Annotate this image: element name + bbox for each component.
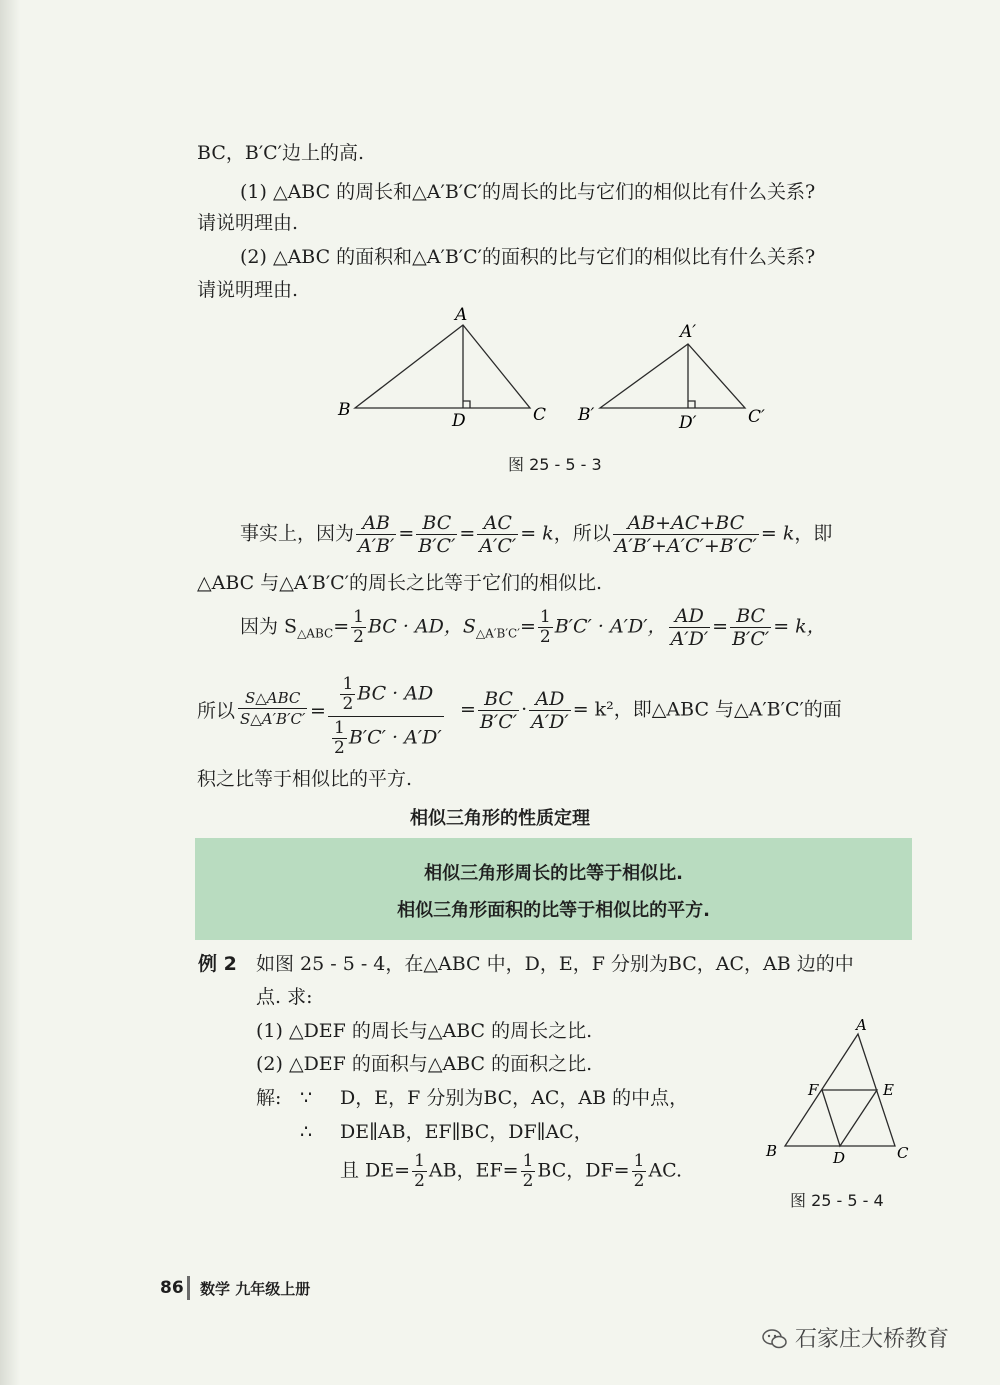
fraction-half	[351, 608, 366, 647]
question-2-line-1: (2) △ABC 的面积和△A′B′C′的面积的比与它们的相似比有什么关系?	[240, 246, 816, 268]
proof-line-1: 事实上，因为 $\frac{AB}{A'B'}$ = $\frac{BC}{B'C'}$ = $\frac{AC}{A'C'}$ = k，所以 $\frac{AB+AC+BC}{A'B'+A'C'+B'C'}$ = k，即	[240, 512, 833, 557]
label-c-prime: C′	[748, 407, 765, 427]
because-symbol: ∵	[300, 1087, 313, 1109]
proof-line-4-rest: = $\frac{BC}{B'C'}$ · $\frac{AD}{A'D'}$ = k²，即△ABC 与△A′B′C′的面	[460, 688, 842, 733]
label-d: D	[833, 1149, 846, 1167]
example-question-2: (2) △DEF 的面积与△ABC 的面积之比.	[256, 1053, 593, 1075]
figure-caption-25-5-3: 图 25 - 5 - 3	[508, 455, 602, 474]
equals: =	[333, 615, 350, 638]
subscript-a2b2c2: △A′B′C′	[475, 626, 520, 641]
denominator-expression: B′C′ · A′D′	[348, 726, 442, 749]
denominator: 2	[342, 694, 354, 714]
ac-end: AC.	[648, 1159, 683, 1182]
footer-book-title: 数学 九年级上册	[200, 1280, 311, 1298]
fraction-compound	[328, 675, 444, 758]
denominator: B′C′	[418, 535, 456, 557]
fraction-ad	[669, 605, 711, 650]
fraction-half	[332, 719, 347, 758]
label-a-prime: A′	[680, 322, 697, 342]
numerator: BC	[730, 605, 771, 628]
example-label: 例 2	[198, 953, 237, 975]
question-1-line-1: (1) △ABC 的周长和△A′B′C′的周长的比与它们的相似比有什么关系?	[240, 181, 816, 203]
solution-line-2: DE∥AB，EF∥BC，DF∥AC，	[340, 1121, 593, 1143]
equals-k: = k，	[773, 615, 826, 638]
text-line-heights: BC，B′C′边上的高.	[197, 142, 365, 164]
proof-conclusion: = k²，即△ABC 与△A′B′C′的面	[572, 698, 842, 721]
area-expression-2: B′C′ · A′D′，	[554, 615, 667, 638]
footer-divider	[187, 1276, 190, 1300]
page-edge-shadow	[0, 0, 20, 1385]
numerator: 1	[539, 607, 551, 627]
compound-denominator	[328, 717, 444, 758]
figure-caption-25-5-4: 图 25 - 5 - 4	[790, 1191, 884, 1210]
label-b: B	[338, 400, 351, 420]
therefore-symbol: ∴	[300, 1121, 313, 1143]
df-equals: BC，DF=	[537, 1159, 630, 1182]
numerator: S△ABC	[238, 688, 307, 709]
denominator: A′B′	[358, 535, 395, 557]
question-1-line-2: 请说明理由.	[197, 212, 299, 234]
de-equals: 且 DE=	[340, 1159, 411, 1182]
numerator: BC	[478, 688, 519, 711]
solution-line-3	[340, 1152, 682, 1191]
area-s: 因为 S	[240, 615, 298, 638]
label-a: A	[455, 305, 468, 325]
numerator-expression: BC · AD	[357, 682, 434, 705]
example-text-2: 点. 求:	[256, 986, 313, 1008]
fraction-half	[538, 608, 553, 647]
proof-line-3: 因为 $S_{\triangle ABC}=$ $\frac{1}{2}$ BC · AD，$S_{\triangle A'B'C'}=$ $\frac{1}{2}$ B′C′ · A′D′， $\frac{AD}{A'D'}$ = $\frac{BC}{B'C'}$ = k，	[240, 605, 826, 650]
triangle-abc	[355, 325, 530, 408]
fraction-bc	[416, 512, 457, 557]
equals-k: = k	[520, 522, 554, 545]
label-c: C	[533, 405, 547, 425]
theorem-line-2: 相似三角形面积的比等于相似比的平方.	[397, 900, 710, 921]
denominator: 2	[334, 738, 345, 758]
denominator: B′C′	[732, 628, 770, 650]
numerator: 1	[353, 607, 364, 627]
solution-line-1: D，E，F 分别为BC，AC，AB 的中点，	[340, 1087, 689, 1109]
denominator: A′D′	[670, 628, 709, 650]
denominator: S△A′B′C′	[240, 710, 306, 728]
numerator: AD	[529, 688, 571, 711]
numerator: 1	[522, 1151, 534, 1171]
page-number: 86	[160, 1278, 184, 1298]
example-text-1: 如图 25 - 5 - 4，在△ABC 中，D，E，F 分别为BC，AC，AB 边的中	[256, 953, 854, 975]
label-c: C	[897, 1144, 909, 1162]
triangle-abc-midpoints	[785, 1034, 895, 1146]
fraction-ac	[477, 512, 518, 557]
denominator: A′B′+A′C′+B′C′	[614, 535, 757, 557]
proof-line-5: 积之比等于相似比的平方.	[197, 768, 413, 790]
theorem-line-1: 相似三角形周长的比等于相似比.	[424, 863, 683, 884]
fraction-bc-2	[730, 605, 771, 650]
fraction-ab	[356, 512, 396, 557]
equals: =	[519, 615, 536, 638]
area-expression-1: BC · AD，S	[367, 615, 476, 638]
numerator: BC	[416, 512, 457, 535]
label-a: A	[856, 1016, 867, 1034]
fraction-ad-2	[529, 688, 571, 733]
denominator: 2	[353, 627, 364, 647]
subscript-abc: △ABC	[297, 626, 334, 641]
label-f: F	[808, 1081, 819, 1099]
proof-line-2: △ABC 与△A′B′C′的周长之比等于它们的相似比.	[197, 572, 603, 594]
fraction-perimeter	[613, 512, 759, 557]
numerator: 1	[334, 718, 345, 738]
numerator: 1	[633, 1151, 645, 1171]
equals-sign: =	[310, 700, 326, 722]
numerator: AC	[477, 512, 518, 535]
equals-k: = k	[760, 522, 795, 545]
denominator: B′C′	[479, 711, 518, 733]
example-question-1: (1) △DEF 的周长与△ABC 的周长之比.	[256, 1020, 593, 1042]
triangle-a2b2c2	[600, 344, 745, 408]
watermark-text: 石家庄大桥教育	[795, 1327, 950, 1352]
label-d: D	[452, 411, 466, 431]
fraction-half	[340, 675, 355, 714]
figure-midpoint-triangle	[760, 1010, 920, 1170]
fraction-bc-3	[478, 688, 519, 733]
proof-so-label: 所以	[197, 700, 236, 722]
fraction-half	[521, 1152, 536, 1191]
denominator: 2	[539, 627, 551, 647]
label-e: E	[883, 1081, 894, 1099]
label-b-prime: B′	[578, 405, 595, 425]
proof-prefix: 事实上，因为	[240, 522, 355, 545]
label-b: B	[766, 1142, 778, 1160]
proof-so: ，所以	[553, 522, 611, 545]
denominator: A′D′	[531, 711, 569, 733]
solution-label: 解:	[256, 1087, 282, 1109]
denominator: 2	[414, 1171, 425, 1191]
label-d-prime: D′	[679, 413, 697, 433]
fraction-half	[632, 1152, 647, 1191]
theorem-box	[195, 838, 912, 940]
numerator: AB	[356, 512, 396, 535]
compound-numerator	[328, 675, 444, 717]
denominator: 2	[522, 1171, 534, 1191]
wechat-icon	[762, 1328, 788, 1350]
numerator: 1	[414, 1151, 425, 1171]
numerator: AB+AC+BC	[613, 512, 759, 535]
fraction-half	[412, 1152, 427, 1191]
numerator: AD	[669, 605, 711, 628]
denominator: 2	[633, 1171, 645, 1191]
figure-similar-triangles	[330, 300, 790, 440]
proof-that-is: ，即	[794, 522, 833, 545]
ef-equals: AB，EF=	[428, 1159, 519, 1182]
question-2-line-2: 请说明理由.	[197, 279, 299, 301]
fraction-area-ratio	[238, 688, 307, 729]
theorem-title: 相似三角形的性质定理	[410, 808, 590, 829]
denominator: A′C′	[479, 535, 517, 557]
numerator: 1	[342, 674, 354, 694]
